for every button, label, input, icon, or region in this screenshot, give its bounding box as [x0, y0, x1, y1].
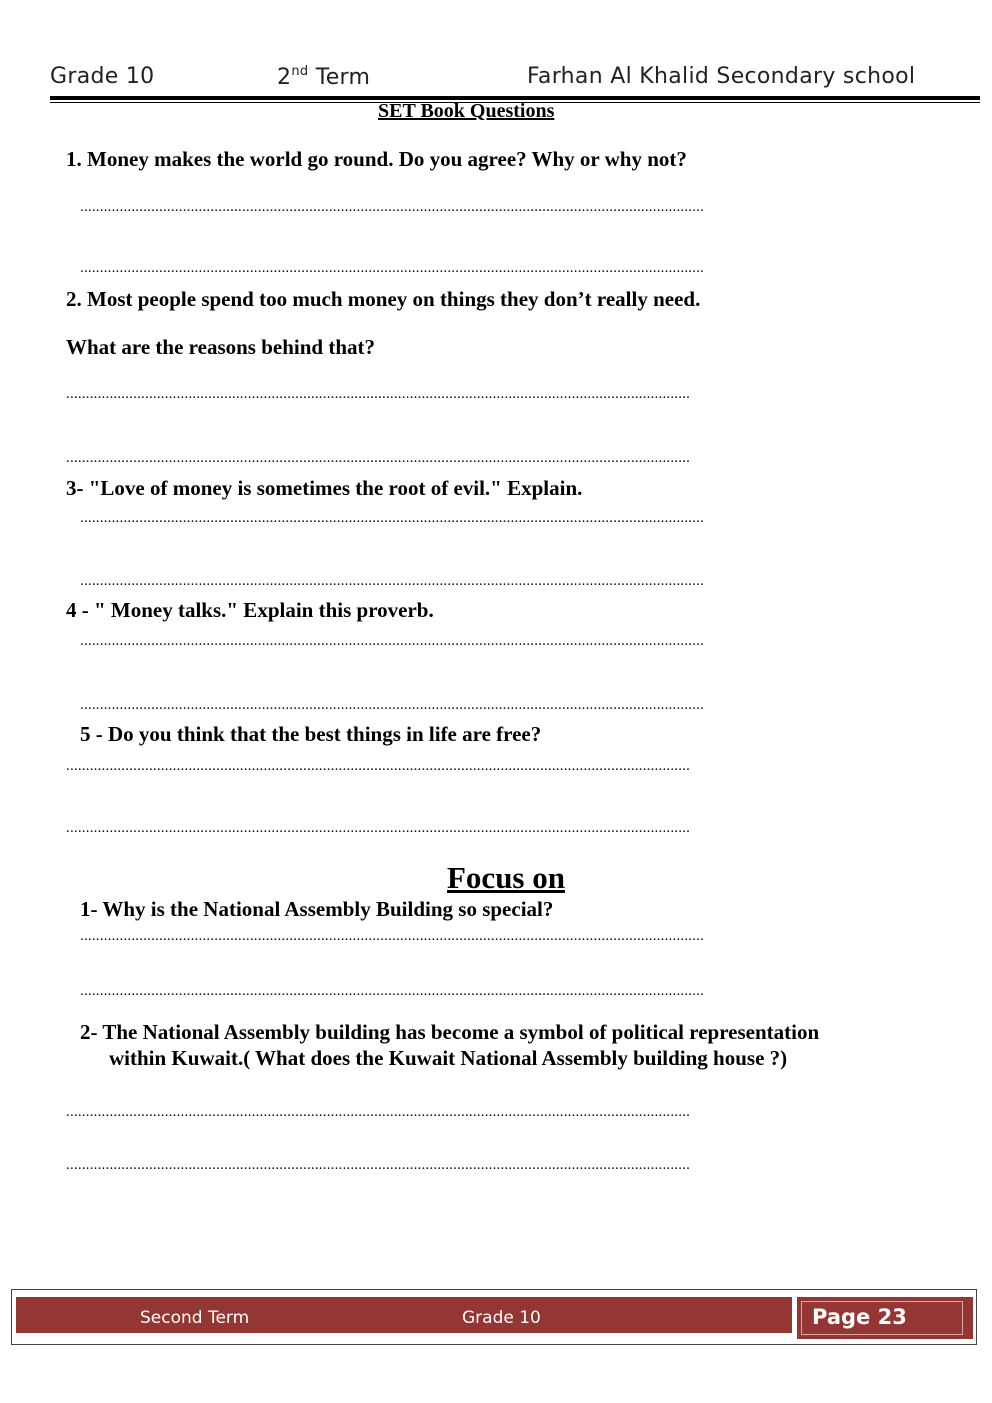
question-3: 3- "Love of money is sometimes the root of evil." Explain.: [66, 476, 583, 500]
header-grade: Grade 10: [50, 64, 155, 89]
answer-line[interactable]: ..............................................................................................................................................................: [80, 983, 705, 999]
footer-term: Second Term: [140, 1308, 250, 1328]
question-1: 1. Money makes the world go round. Do you agree? Why or why not?: [66, 147, 687, 171]
focus-question-2: 2- The National Assembly building has become a symbol of political representation: [80, 1020, 820, 1044]
question-5: 5 - Do you think that the best things in life are free?: [80, 722, 542, 746]
focus-question-1: 1- Why is the National Assembly Building so special?: [80, 897, 554, 921]
focus-on-title: Focus on: [447, 860, 565, 895]
answer-line[interactable]: ..............................................................................................................................................................: [66, 820, 691, 836]
set-book-title: SET Book Questions: [378, 100, 555, 122]
answer-line[interactable]: ..............................................................................................................................................................: [80, 199, 705, 215]
answer-line[interactable]: ..............................................................................................................................................................: [66, 386, 691, 402]
header-term-number: 2: [277, 65, 292, 90]
answer-line[interactable]: ..............................................................................................................................................................: [80, 510, 705, 526]
footer-page-number: Page 23: [812, 1305, 907, 1329]
answer-line[interactable]: ..............................................................................................................................................................: [80, 633, 705, 649]
answer-line[interactable]: ..............................................................................................................................................................: [66, 450, 691, 466]
answer-line[interactable]: ..............................................................................................................................................................: [80, 260, 705, 276]
header-term-word: Term: [308, 65, 371, 90]
footer-grade: Grade 10: [462, 1308, 541, 1328]
header-term: [277, 64, 370, 90]
answer-line[interactable]: ..............................................................................................................................................................: [80, 697, 705, 713]
answer-line[interactable]: ..............................................................................................................................................................: [66, 1104, 691, 1120]
footer-bar: [16, 1297, 792, 1333]
answer-line[interactable]: ..............................................................................................................................................................: [66, 758, 691, 774]
answer-line[interactable]: ..............................................................................................................................................................: [66, 1157, 691, 1173]
header-term-suffix: nd: [291, 64, 309, 79]
question-2-part-2: What are the reasons behind that?: [66, 335, 376, 359]
question-2: 2. Most people spend too much money on things they don’t really need.: [66, 287, 701, 311]
answer-line[interactable]: ..............................................................................................................................................................: [80, 573, 705, 589]
focus-question-2-part-2: within Kuwait.( What does the Kuwait National Assembly building house ?): [109, 1046, 788, 1070]
header-school: Farhan Al Khalid Secondary school: [527, 64, 916, 89]
question-4: 4 - " Money talks." Explain this proverb.: [66, 598, 434, 622]
answer-line[interactable]: ..............................................................................................................................................................: [80, 928, 705, 944]
